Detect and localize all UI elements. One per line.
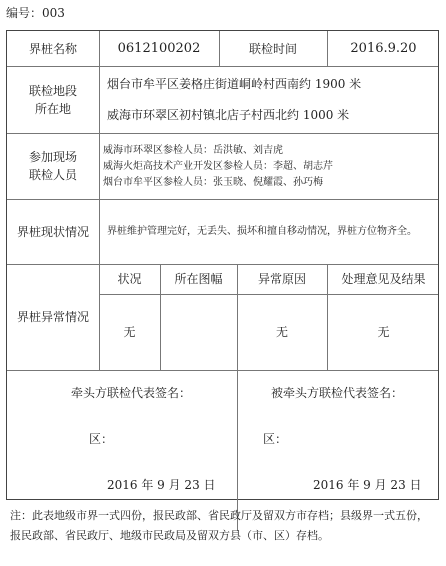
status-label: 界桩现状情况: [16, 224, 89, 239]
marker-name-label: 界桩名称: [28, 41, 77, 56]
status-text: 界桩维护管理完好，无丢失、损坏和擅自移动情况，界桩方位物齐全。: [107, 226, 417, 237]
lead-party-district-label: 区：: [89, 432, 114, 446]
abnormal-header-cause: 异常原因: [257, 272, 306, 286]
location-label-line1: 联检地段: [28, 83, 77, 98]
other-party-signature-date: 2016 年 9 月 23 日: [313, 478, 422, 492]
inspection-time-value: 2016.9.20: [350, 40, 417, 56]
abnormal-value-resolution: 无: [377, 325, 390, 339]
abnormal-header-resolution: 处理意见及结果: [341, 272, 426, 286]
abnormal-label: 界桩异常情况: [16, 310, 89, 324]
inspection-time-label: 联检时间: [248, 41, 297, 56]
participants-label: [7, 133, 99, 199]
location-line-1: 烟台市牟平区姜格庄街道峒岭村西南约 1900 米: [107, 77, 362, 91]
serial-number: 编号：003: [6, 6, 65, 20]
row-divider: [7, 370, 438, 371]
participants-label-line1: 参加现场: [28, 150, 77, 164]
abnormal-value-condition: 无: [123, 325, 136, 339]
abnormal-header-condition: 状况: [117, 272, 142, 286]
other-party-signature-title: 被牵头方联检代表签名：: [271, 386, 404, 400]
abnormal-value-map-sheet: [160, 294, 237, 370]
other-party-district-label: 区：: [263, 432, 288, 446]
participants-label-line2: 联检人员: [28, 168, 77, 182]
marker-name-value: 0612100202: [117, 40, 201, 56]
abnormal-header-map-sheet: 所在图幅: [174, 272, 223, 286]
lead-party-signature-date: 2016 年 9 月 23 日: [107, 478, 216, 492]
lead-party-signature-title: 牵头方联检代表签名：: [71, 386, 192, 400]
participants-line-1: 威海市环翠区参检人员：岳洪敏、刘吉虎: [103, 145, 283, 156]
abnormal-value-cause: 无: [275, 325, 288, 339]
footnote: 注：此表地级市界一式四份，报民政部、省民政厅及留双方市存档；县级界一式五份，报民政部、省民政厅、地级市民政局及留双方县（市、区）存档。: [10, 509, 428, 542]
location-label: [7, 66, 99, 133]
participants-line-2: 威海火炬高技术产业开发区参检人员：李超、胡志芹: [103, 161, 333, 172]
participants-line-3: 烟台市牟平区参检人员：张玉晓、倪耀霞、孙巧梅: [103, 177, 323, 188]
boundary-marker-inspection-form: [6, 30, 439, 500]
location-line-2: 威海市环翠区初村镇北店子村西北约 1000 米: [107, 108, 350, 122]
location-label-line2: 所在地: [34, 101, 71, 116]
